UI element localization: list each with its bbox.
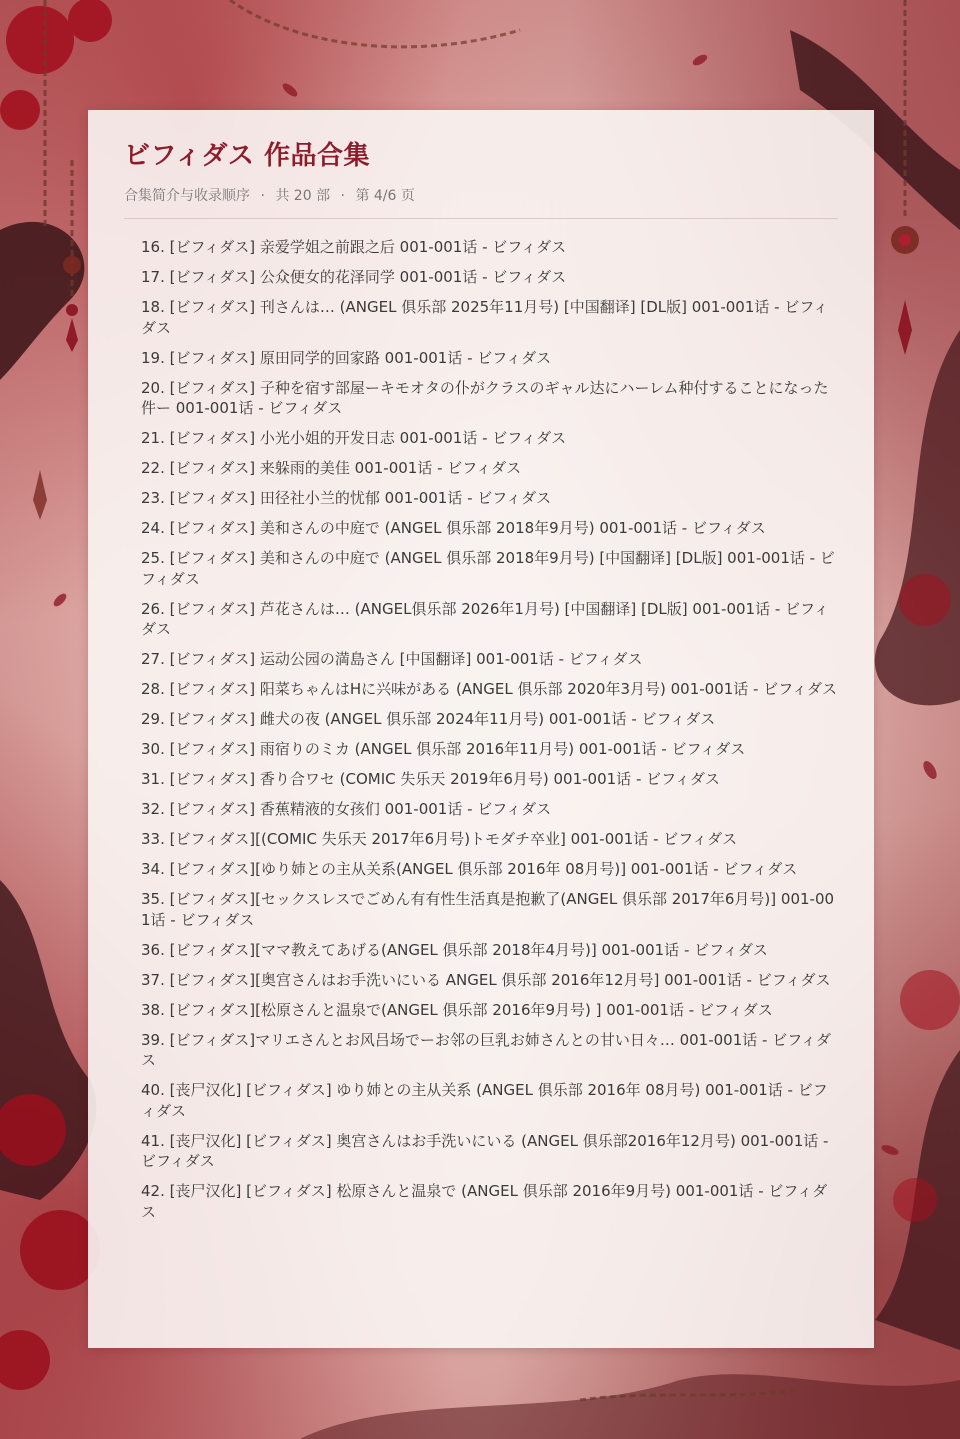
work-item: 16. [ビフィダス] 亲爱学姐之前跟之后 001-001话 - ビフィダス: [141, 238, 567, 256]
work-item: 21. [ビフィダス] 小光小姐的开发日志 001-001话 - ビフィダス: [141, 429, 567, 447]
work-item: 23. [ビフィダス] 田径社小兰的忧郁 001-001话 - ビフィダス: [141, 489, 552, 507]
work-item: 22. [ビフィダス] 来躲雨的美佳 001-001话 - ビフィダス: [141, 459, 522, 477]
collection-meta: [124, 186, 838, 206]
work-item: 31. [ビフィダス] 香り合ワセ (COMIC 失乐天 2019年6月号) 001-001话 - ビフィダス: [141, 770, 720, 788]
chain-top: [230, 0, 520, 47]
collection-intro-label: 合集简介与收录顺序: [124, 188, 250, 204]
work-item: 38. [ビフィダス][松原さんと温泉で(ANGEL 俱乐部 2016年9月号) ] 001-001话 - ビフィダス: [141, 1000, 773, 1019]
work-item: 29. [ビフィダス] 雌犬の夜 (ANGEL 俱乐部 2024年11月号) 001-001话 - ビフィダス: [141, 710, 716, 728]
pendant-left: [63, 256, 81, 352]
pendant-right: [891, 226, 919, 355]
page-title: ビフィダス 作品合集: [124, 141, 370, 171]
ribbon-bottom: [300, 1374, 960, 1439]
ribbon-right-bottom: [875, 1050, 960, 1350]
work-item: 19. [ビフィダス] 原田同学的回家路 001-001话 - ビフィダス: [141, 348, 552, 367]
work-item: 35. [ビフィダス][セックスレスでごめん有有性生活真是抱歉了(ANGEL 俱乐部 2017年6月号)] 001-001话 - ビフィダス: [141, 890, 835, 929]
work-item: 18. [ビフィダス] 刊さんは… (ANGEL 俱乐部 2025年11月号) [中国翻译] [DL版] 001-001话 - ビフィダス: [141, 298, 829, 337]
collection-card: [88, 110, 874, 1348]
work-item: 26. [ビフィダス] 芦花さんは… (ANGEL俱乐部 2026年1月号) [中国翻译] [DL版] 001-001话 - ビフィダス: [141, 599, 829, 638]
work-item: 17. [ビフィダス] 公众便女的花泽同学 001-001话 - ビフィダス: [141, 268, 567, 286]
work-item: 30. [ビフィダス] 雨宿りのミカ (ANGEL 俱乐部 2016年11月号) 001-001话 - ビフィダス: [141, 740, 746, 758]
work-item: 40. [丧尸汉化] [ビフィダス] ゆり姉との主从关系 (ANGEL 俱乐部 2016年 08月号) 001-001话 - ビフィダス: [141, 1081, 828, 1120]
ribbon-left-bottom: [0, 880, 96, 1200]
header-divider: [124, 218, 838, 219]
work-item: 20. [ビフィダス] 子种を宿す部屋ーキモオタの仆がクラスのギャル达にハーレム种付することになった件ー 001-001话 - ビフィダス: [141, 378, 829, 417]
work-item: 37. [ビフィダス][奥宫さんはお手洗いにいる ANGEL 俱乐部 2016年12月号] 001-001话 - ビフィダス: [141, 970, 831, 989]
work-item: 32. [ビフィダス] 香蕉精液的女孩们 001-001话 - ビフィダス: [141, 800, 552, 818]
page-indicator: 第 4/6 页: [355, 188, 415, 204]
work-item: 25. [ビフィダス] 美和さんの中庭で (ANGEL 俱乐部 2018年9月号) [中国翻译] [DL版] 001-001话 - ビフィダス: [141, 549, 835, 588]
work-item: 41. [丧尸汉化] [ビフィダス] 奥宫さんはお手洗いにいる (ANGEL 俱乐部2016年12月号) 001-001话 - ビフィダス: [141, 1131, 829, 1170]
work-item: 33. [ビフィダス][(COMIC 失乐天 2017年6月号)トモダチ卒业] 001-001话 - ビフィダス: [141, 830, 738, 848]
spider-lily-bottom-left: [0, 1094, 100, 1390]
work-item: 27. [ビフィダス] 运动公园の満島さん [中国翻译] 001-001话 - ビフィダス: [141, 650, 643, 668]
work-item: 36. [ビフィダス][ママ教えてあげる(ANGEL 俱乐部 2018年4月号)] 001-001话 - ビフィダス: [141, 940, 768, 959]
pendant-left-mid: [33, 470, 47, 520]
meta-separator: ·: [260, 188, 265, 204]
works-list: [124, 237, 838, 1222]
work-item: 24. [ビフィダス] 美和さんの中庭で (ANGEL 俱乐部 2018年9月号) 001-001话 - ビフィダス: [141, 519, 766, 537]
work-item: 39. [ビフィダス]マリエさんとお风吕场でーお邻の巨乳お姉さんとの甘い日々… 001-001话 - ビフィダス: [141, 1030, 832, 1069]
work-item: 34. [ビフィダス][ゆり姉との主从关系(ANGEL 俱乐部 2016年 08月号)] 001-001话 - ビフィダス: [141, 860, 798, 878]
spider-lily-right: [893, 574, 960, 1222]
meta-separator: ·: [340, 188, 345, 204]
work-item: 42. [丧尸汉化] [ビフィダス] 松原さんと温泉で (ANGEL 俱乐部 2016年9月号) 001-001话 - ビフィダス: [141, 1182, 828, 1221]
work-item: 28. [ビフィダス] 阳菜ちゃんはHに兴味がある (ANGEL 俱乐部 2020年3月号) 001-001话 - ビフィダス: [141, 680, 838, 698]
chain-bottom: [580, 1390, 800, 1400]
ribbon-right-mid: [875, 330, 960, 705]
ribbon-left-top: [0, 222, 84, 380]
collection-total-count: 共 20 部: [275, 188, 331, 204]
